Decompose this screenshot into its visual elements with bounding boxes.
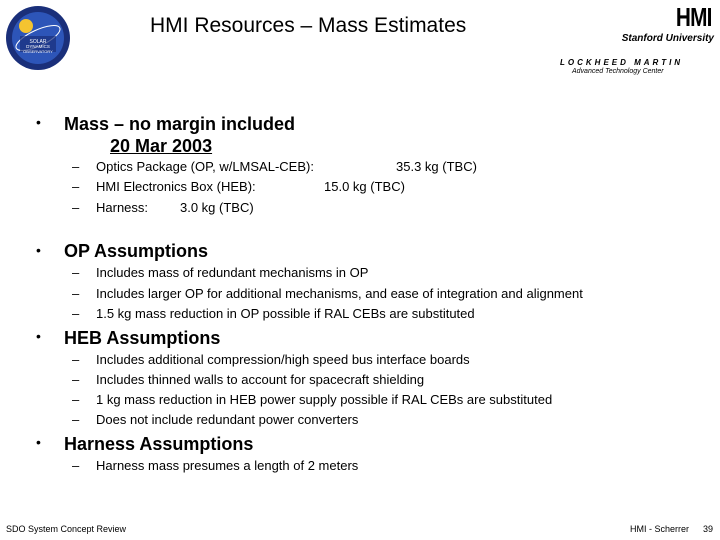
mass-item bbox=[72, 159, 314, 174]
mass-heading: Mass – no margin included bbox=[64, 114, 296, 134]
mass-item bbox=[72, 200, 148, 215]
heb-item: – 1 kg mass reduction in HEB power supply possible if RAL CEBs are substituted bbox=[72, 392, 553, 407]
dash-icon: – bbox=[72, 179, 80, 194]
dash-icon: – bbox=[72, 458, 80, 473]
mass-date: 20 Mar 2003 bbox=[110, 136, 213, 156]
svg-text:SOLAR: SOLAR bbox=[29, 39, 47, 45]
bullet-icon: • bbox=[36, 114, 41, 130]
footer-left: SDO System Concept Review bbox=[6, 524, 127, 534]
mass-item-value: 15.0 kg (TBC) bbox=[324, 179, 405, 194]
mass-item-label: Harness: bbox=[96, 200, 149, 215]
heb-heading: HEB Assumptions bbox=[64, 328, 221, 348]
op-item: – Includes larger OP for additional mechanisms, and ease of integration and alignment bbox=[72, 286, 583, 301]
page-number: 39 bbox=[703, 524, 714, 534]
dash-icon: – bbox=[72, 392, 80, 407]
dash-icon: – bbox=[72, 286, 80, 301]
op-item: – 1.5 kg mass reduction in OP possible if RAL CEBs are substituted bbox=[72, 306, 475, 321]
dash-icon: – bbox=[72, 265, 80, 280]
harness-heading: Harness Assumptions bbox=[64, 434, 254, 454]
sdo-seal-logo bbox=[4, 2, 72, 76]
mass-item-label: HMI Electronics Box (HEB): bbox=[96, 179, 256, 194]
dash-icon: – bbox=[72, 200, 80, 215]
bullet-icon: • bbox=[36, 242, 41, 258]
page-title: HMI Resources – Mass Estimates bbox=[150, 14, 467, 37]
op-item: – Includes mass of redundant mechanisms in OP bbox=[72, 265, 369, 280]
footer-right: HMI - Scherrer bbox=[630, 524, 690, 534]
dash-icon: – bbox=[72, 412, 80, 427]
svg-text:DYNAMICS: DYNAMICS bbox=[26, 44, 50, 49]
mass-item bbox=[72, 179, 256, 194]
dash-icon: – bbox=[72, 352, 80, 367]
hmi-logo: HMI bbox=[676, 2, 712, 32]
svg-text:OBSERVATORY: OBSERVATORY bbox=[23, 49, 53, 54]
op-heading: OP Assumptions bbox=[64, 241, 209, 261]
bullet-icon: • bbox=[36, 328, 41, 344]
dash-icon: – bbox=[72, 306, 80, 321]
dash-icon: – bbox=[72, 159, 80, 174]
bullet-icon: • bbox=[36, 434, 41, 450]
advanced-technology-center-label: Advanced Technology Center bbox=[572, 68, 664, 75]
dash-icon: – bbox=[72, 372, 80, 387]
harness-item: – Harness mass presumes a length of 2 meters bbox=[72, 458, 359, 473]
mass-item-value: 3.0 kg (TBC) bbox=[180, 200, 254, 215]
mass-item-label: Optics Package (OP, w/LMSAL-CEB): bbox=[96, 159, 314, 174]
stanford-label: Stanford University bbox=[621, 33, 714, 44]
mass-item-value: 35.3 kg (TBC) bbox=[396, 159, 477, 174]
heb-item: – Includes additional compression/high speed bus interface boards bbox=[72, 352, 470, 367]
lockheed-martin-logo: LOCKHEED MARTIN bbox=[560, 58, 684, 67]
heb-item: – Does not include redundant power converters bbox=[72, 412, 359, 427]
heb-item: – Includes thinned walls to account for spacecraft shielding bbox=[72, 372, 425, 387]
